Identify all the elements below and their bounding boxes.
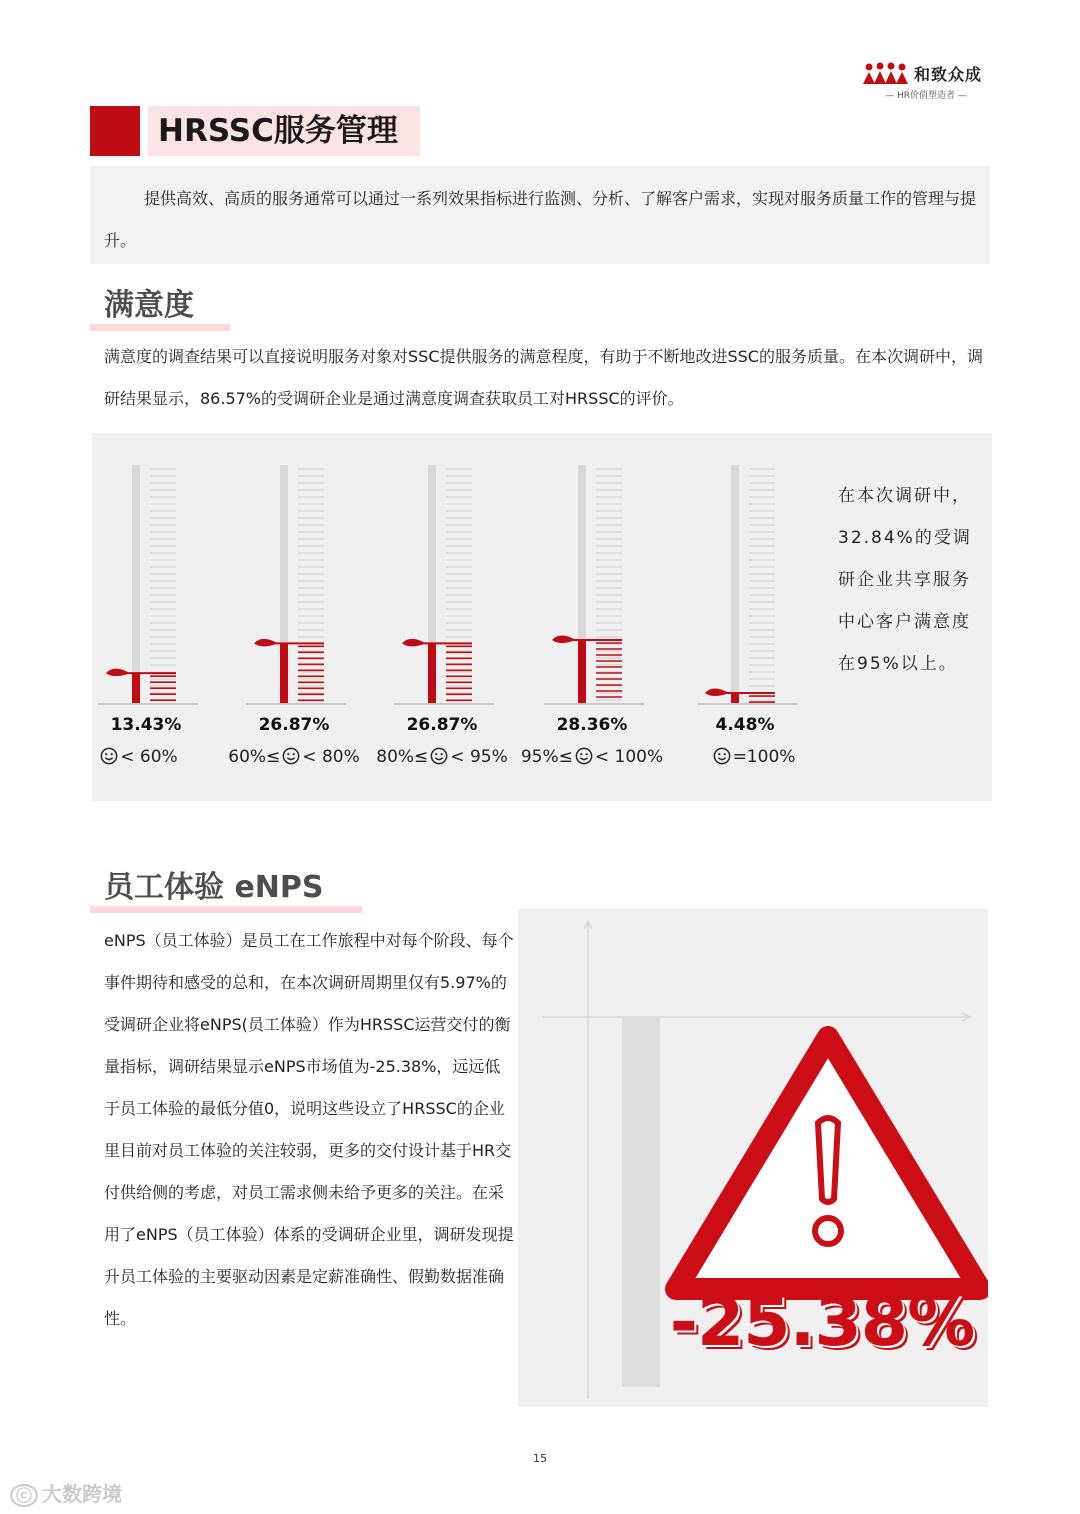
range-lower-bound: 60%≤: [228, 747, 281, 767]
range-upper-bound: < 60%: [120, 747, 178, 767]
thermometer-value-label: 26.87%: [258, 715, 330, 735]
thermometer-fill: [428, 643, 436, 703]
satisfaction-side-note: 在本次调研中，32.84%的受调研企业共享服务中心客户满意度在95%以上。: [838, 486, 972, 674]
logo-brand-name: 和致众成: [914, 65, 983, 84]
range-upper-bound: < 95%: [450, 747, 508, 767]
thermometer-track: [132, 465, 140, 703]
watermark: [10, 1478, 122, 1507]
thermometer-level-marker: [552, 636, 576, 644]
satisfaction-range-label: [517, 747, 667, 767]
smiley-icon: [713, 747, 731, 765]
warning-triangle-icon: [676, 1037, 980, 1289]
satisfaction-range-label: [63, 747, 213, 767]
company-logo: [858, 58, 998, 104]
title-accent-block: [90, 106, 140, 156]
thermometer-value-label: 28.36%: [556, 715, 628, 735]
thermometer-level-marker: [106, 669, 130, 677]
smiley-icon-wrap: [98, 747, 120, 767]
smiley-icon-wrap: [280, 747, 302, 767]
range-upper-bound: < 80%: [302, 747, 360, 767]
range-upper-bound: =100%: [732, 747, 796, 767]
enps-heading-underline: [90, 906, 362, 913]
page-number: 15: [533, 1452, 547, 1465]
smiley-icon: [282, 747, 300, 765]
enps-value-label: -25.38%: [669, 1283, 975, 1362]
thermometer-value-label: 4.48%: [715, 715, 775, 735]
watermark-text: 大数跨境: [42, 1482, 123, 1506]
satisfaction-heading-underline: [90, 324, 230, 331]
smiley-icon-wrap: [428, 747, 450, 767]
smiley-icon: [575, 747, 593, 765]
intro-text: 提供高效、高质的服务通常可以通过一系列效果指标进行监测、分析、了解客户需求，实现对服务质量工作的管理与提升。: [104, 189, 977, 250]
satisfaction-heading: 满意度: [104, 288, 194, 323]
smiley-icon-wrap: [573, 747, 595, 767]
exclamation-stem: [818, 1118, 838, 1202]
range-lower-bound: 80%≤: [376, 747, 429, 767]
enps-heading: 员工体验 eNPS: [104, 870, 324, 905]
enps-paragraph: eNPS（员工体验）是员工在工作旅程中对每个阶段、每个事件期待和感受的总和，在本次调研周期里仅有5.97%的受调研企业将eNPS(员工体验）作为HRSSC运营交付的衡量指标，调研结果显示eNPS市场值为-25.38%，远远低于员工体验的最低分值0，说明这些设立了HRSSC的企业里目前对员工体验的关注较弱，更多的交付设计基于HR交付供给侧的考虑，对员工需求侧未给予更多的关注。在采用了eNPS（员工体验）体系的受调研企业里，调研发现提升员工体验的主要驱动因素是定薪准确性、假勤数据准确性。: [104, 931, 514, 1328]
smiley-icon: [430, 747, 448, 765]
logo-tagline: — HR价值塑造者 —: [885, 91, 967, 101]
thermometer-level-marker: [402, 639, 426, 647]
satisfaction-range-label: [367, 747, 517, 767]
smiley-icon-wrap: [711, 747, 733, 767]
thermometer-fill: [132, 673, 140, 703]
thermometer-value-label: 26.87%: [406, 715, 478, 735]
range-upper-bound: < 100%: [594, 747, 664, 767]
thermometer-fill: [731, 693, 739, 703]
exclamation-dot: [815, 1218, 841, 1244]
thermometer-level-marker: [254, 639, 278, 647]
enps-negative-bar: [622, 1017, 660, 1387]
thermometer-track: [731, 465, 739, 703]
thermometer-fill: [578, 640, 586, 703]
satisfaction-range-label: [678, 747, 828, 767]
thermometer-fill: [280, 643, 288, 703]
thermometer-value-label: 13.43%: [110, 715, 182, 735]
satisfaction-paragraph: 满意度的调查结果可以直接说明服务对象对SSC提供服务的满意程度，有助于不断地改进SSC的服务质量。在本次调研中，调研结果显示，86.57%的受调研企业是通过满意度调查获取员工对HRSSC的评价。: [104, 347, 983, 408]
satisfaction-range-label: [219, 747, 369, 767]
page-title: HRSSC服务管理: [158, 113, 398, 149]
range-lower-bound: 95%≤: [520, 747, 573, 767]
watermark-logo-icon: ⓒ: [10, 1484, 38, 1507]
logo-people-icon: [862, 62, 910, 86]
smiley-icon: [100, 747, 118, 765]
thermometer-level-marker: [705, 689, 729, 697]
